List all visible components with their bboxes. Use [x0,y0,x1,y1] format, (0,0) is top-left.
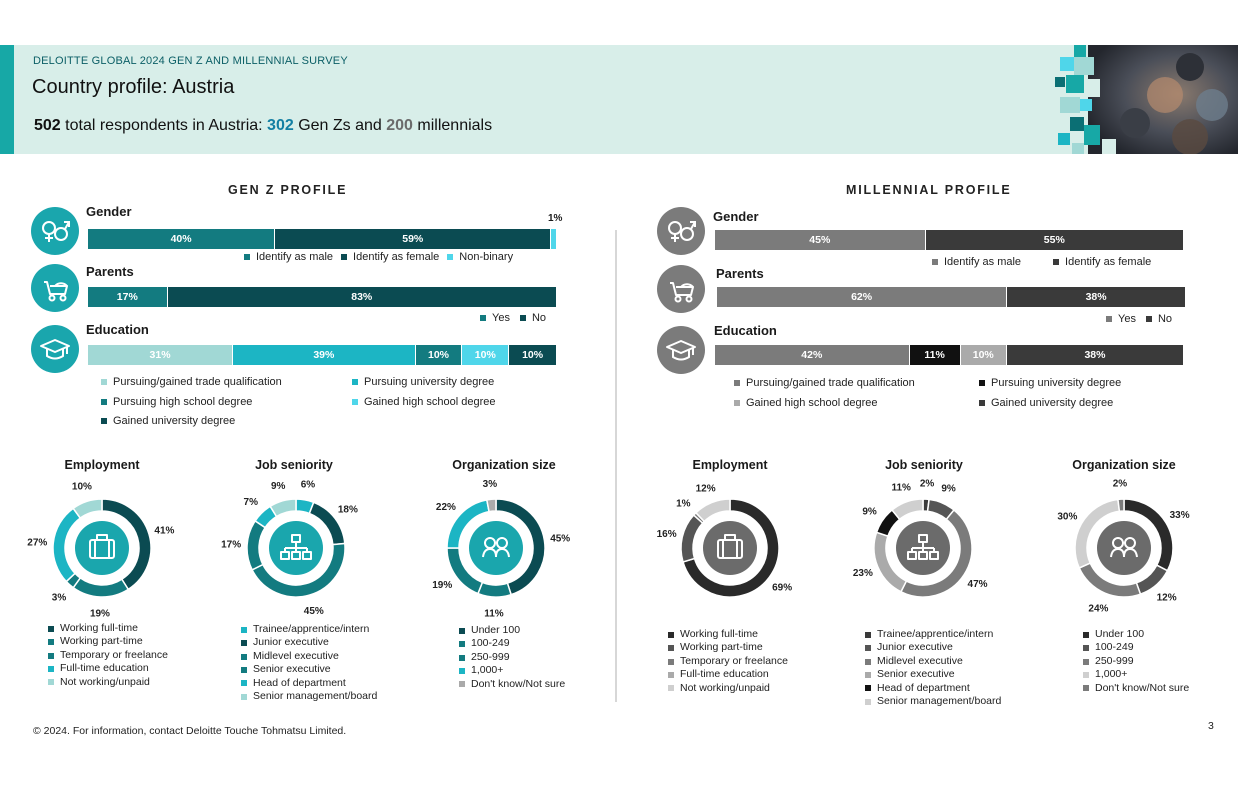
legend-swatch [459,641,465,647]
bar-segment [926,230,1183,250]
legend-swatch [1083,659,1089,665]
legend-label: Under 100 [1095,628,1145,640]
bar-segment [715,345,910,365]
millennial-gender-label: Gender [713,209,759,224]
legend-label: Working full-time [60,622,138,634]
genz-education-bar [88,345,556,365]
donut-value-label: 16% [656,529,677,541]
legend-label: Gained university degree [991,397,1114,409]
legend-swatch [520,315,526,321]
legend-swatch [241,680,247,686]
legend-label: Junior executive [877,641,953,654]
legend-swatch [48,639,54,645]
legend-label: Not working/unpaid [60,675,150,688]
legend-label: Pursuing university degree [991,377,1122,389]
genz-orgsize-donut [416,478,576,618]
legend-swatch [668,685,674,691]
legend-swatch [352,399,358,405]
genz-employment-title: Employment [64,458,140,472]
legend-swatch [459,681,465,687]
legend-label: Working part-time [680,641,763,654]
legend-swatch [668,659,674,665]
bar-value-label: 42% [801,349,823,361]
millennial-education-label: Education [714,323,777,338]
legend-swatch [668,672,674,678]
respondents-summary [34,117,492,135]
genz-employment-legend [48,622,168,689]
legend-swatch [1053,259,1059,265]
millennial-parents-label: Parents [716,266,764,281]
bar-segment [961,345,1007,365]
donut-value-label: 7% [243,496,258,508]
legend-swatch [341,254,347,260]
legend-swatch [447,254,453,260]
legend-label: No [531,312,547,324]
respondents-text: Gen Zs and [293,117,387,134]
legend-swatch [241,667,247,673]
gender-icon [31,207,79,255]
genz-gender-label: Gender [86,204,132,219]
bar-segment [910,345,961,365]
millennial-seniority-donut [843,478,1003,618]
donut-value-label: 11% [484,608,504,618]
legend-label: Junior executive [253,636,329,649]
legend-label: Pursuing high school degree [113,396,253,408]
bar-segment [551,229,556,249]
donut-slice [247,521,265,570]
donut-slice [892,499,923,519]
legend-swatch [101,418,107,424]
millennial-section-title: MILLENNIAL PROFILE [846,183,1012,197]
legend-swatch [865,699,871,705]
bar-value-label: 45% [809,234,831,246]
donut-value-label: 23% [852,568,873,580]
legend-label: 1,000+ [1095,668,1128,681]
legend-label: Yes [492,312,510,324]
bar-value-label: 17% [116,291,138,303]
legend-label: Don't know/Not sure [1095,681,1190,694]
donut-value-label: 19% [89,608,110,618]
donut-slice [73,499,102,518]
legend-label: Temporary or freelance [60,648,168,661]
donut-value-label: 47% [967,578,988,590]
respondents-millennial: 200 [386,117,413,134]
legend-label: Under 100 [471,624,521,636]
legend-swatch [459,668,465,674]
legend-swatch [1083,672,1089,678]
graduation-cap-icon [657,326,705,374]
bar-value-label: 38% [1085,291,1107,303]
millennial-gender-legend [932,256,1151,268]
donut-center [703,521,757,575]
header-accent-bar [0,45,14,154]
legend-label: Pursuing/gained trade qualification [113,376,282,388]
genz-section-title: GEN Z PROFILE [228,183,348,197]
gender-icon [657,207,705,255]
legend-label: Trainee/apprentice/intern [877,628,994,640]
legend-label: Full-time education [680,668,769,681]
legend-label: Full-time education [60,662,149,675]
header-photo-hands-icon [1040,45,1238,154]
genz-orgsize-legend [459,624,565,691]
bar-segment [88,229,275,249]
legend-swatch [668,645,674,651]
bar-value-label: 10% [522,349,544,361]
genz-employment-donut [22,478,182,618]
donut-center [469,521,523,575]
stroller-icon [31,264,79,312]
donut-value-label: 12% [1156,592,1177,604]
legend-label: Non-binary [459,251,514,263]
donut-value-label: 17% [221,539,242,551]
legend-label: Temporary or freelance [680,654,788,667]
bar-value-label: 10% [972,349,994,361]
millennial-parents-legend [1106,313,1172,325]
donut-value-label: 27% [27,537,48,549]
legend-label: Trainee/apprentice/intern [253,623,370,635]
respondents-total: 502 [34,117,61,134]
donut-value-label: 3% [482,478,498,490]
bar-value-label: 62% [851,291,873,303]
legend-label: Head of department [253,676,346,689]
footer-copyright: © 2024. For information, contact Deloitte Touche Tohmatsu Limited. [33,725,347,737]
legend-label: Senior executive [877,668,955,681]
bar-value-label: 10% [427,349,449,361]
donut-value-label: 41% [154,525,175,537]
genz-parents-bar [88,287,556,307]
legend-label: 250-999 [471,650,510,663]
donut-value-label: 2% [1112,478,1128,490]
bar-segment [509,345,556,365]
legend-label: 1,000+ [471,664,504,677]
donut-value-label: 2% [919,478,935,490]
bar-value-label: 59% [402,233,424,245]
genz-gender-bar [88,229,556,249]
genz-parents-legend [480,312,546,324]
legend-label: Yes [1118,313,1136,325]
bar-value-label: 55% [1043,234,1065,246]
donut-center [1097,521,1151,575]
donut-value-label: 45% [550,533,571,545]
legend-swatch [979,380,985,386]
legend-label: Working full-time [680,628,758,640]
legend-label: No [1157,313,1173,325]
donut-value-label: 22% [435,502,456,514]
legend-swatch [48,653,54,659]
bar-value-label: 40% [170,233,192,245]
genz-seniority-donut [216,478,376,618]
donut-slice [487,499,496,512]
bar-segment [1007,345,1183,365]
millennial-orgsize-legend [1083,628,1189,695]
millennial-gender-bar [715,230,1183,250]
legend-swatch [244,254,250,260]
respondents-text: total respondents in Austria: [60,117,268,134]
legend-swatch [459,655,465,661]
legend-swatch [865,672,871,678]
legend-swatch [459,628,465,634]
graduation-cap-icon [31,325,79,373]
donut-value-label: 24% [1088,603,1109,615]
stroller-icon [657,265,705,313]
legend-label: Pursuing university degree [364,376,495,388]
bar-segment [416,345,463,365]
millennial-seniority-title: Job seniority [885,458,963,472]
bar-value-label: 11% [924,349,945,361]
bar-value-label: 39% [313,349,335,361]
legend-swatch [352,379,358,385]
legend-swatch [734,380,740,386]
millennial-employment-legend [668,628,788,695]
legend-swatch [480,315,486,321]
donut-value-label: 9% [941,483,956,495]
legend-label: Identify as female [1065,256,1152,268]
legend-label: Pursuing/gained trade qualification [746,377,915,389]
bar-value-label: 38% [1084,349,1106,361]
legend-swatch [101,379,107,385]
donut-value-label: 9% [862,506,877,518]
bar-segment [88,345,233,365]
legend-label: Gained high school degree [746,397,878,409]
genz-gender-nonbinary-label: 1% [548,213,563,224]
bar-segment [1007,287,1185,307]
bar-segment [233,345,416,365]
legend-swatch [1083,632,1089,638]
legend-label: Senior executive [253,663,331,676]
genz-parents-label: Parents [86,264,134,279]
legend-swatch [932,259,938,265]
donut-value-label: 12% [695,483,716,495]
donut-slice [1118,499,1124,511]
legend-label: Working part-time [60,635,143,648]
donut-value-label: 30% [1057,511,1078,523]
donut-value-label: 33% [1169,509,1190,521]
legend-label: Identify as female [353,251,440,263]
millennial-education-bar [715,345,1183,365]
legend-label: Gained high school degree [364,396,496,408]
legend-swatch [865,659,871,665]
legend-swatch [241,694,247,700]
donut-value-label: 45% [303,606,324,618]
donut-value-label: 18% [337,504,358,516]
legend-label: Midlevel executive [877,654,963,667]
legend-label: 250-999 [1095,654,1134,667]
bar-value-label: 10% [474,349,496,361]
legend-swatch [1106,316,1112,322]
survey-label: DELOITTE GLOBAL 2024 GEN Z AND MILLENNIAL SURVEY [33,55,348,67]
legend-label: Identify as male [944,256,1022,268]
legend-swatch [48,679,54,685]
bar-value-label: 31% [149,349,171,361]
legend-swatch [48,626,54,632]
legend-swatch [48,666,54,672]
donut-center [75,521,129,575]
bar-value-label: 83% [351,291,373,303]
page-title: Country profile: Austria [32,76,235,98]
genz-seniority-title: Job seniority [255,458,333,472]
legend-swatch [101,399,107,405]
legend-swatch [734,400,740,406]
legend-swatch [1146,316,1152,322]
donut-slice [1136,565,1167,594]
donut-value-label: 1% [676,498,691,510]
donut-value-label: 9% [270,480,286,492]
genz-seniority-legend [241,623,377,703]
donut-value-label: 69% [772,582,793,594]
legend-swatch [241,627,247,633]
section-divider [615,230,617,702]
millennial-seniority-legend [865,628,1001,708]
legend-label: Don't know/Not sure [471,677,566,690]
legend-label: 100-249 [471,637,510,650]
legend-swatch [865,685,871,691]
millennial-parents-bar [717,287,1185,307]
page-number: 3 [1208,720,1214,732]
genz-orgsize-title: Organization size [452,458,556,472]
bar-segment [88,287,168,307]
donut-value-label: 3% [51,592,67,604]
donut-slice [478,582,511,597]
donut-slice [73,578,128,597]
bar-segment [462,345,509,365]
donut-value-label: 10% [71,481,92,493]
donut-value-label: 19% [432,580,453,592]
respondents-genz: 302 [267,117,294,134]
legend-label: 100-249 [1095,641,1134,654]
legend-label: Gained university degree [113,415,236,427]
legend-swatch [865,632,871,638]
legend-swatch [865,645,871,651]
bar-segment [168,287,556,307]
donut-slice [696,499,730,521]
legend-swatch [1083,645,1089,651]
legend-label: Not working/unpaid [680,681,770,694]
millennial-employment-title: Employment [692,458,768,472]
bar-segment [717,287,1007,307]
donut-slice [270,499,296,517]
millennial-employment-donut [650,478,810,618]
donut-slice [681,515,703,562]
legend-swatch [1083,685,1089,691]
bar-segment [715,230,926,250]
legend-label: Senior management/board [253,690,378,703]
millennial-orgsize-title: Organization size [1072,458,1176,472]
legend-label: Identify as male [256,251,334,263]
millennial-orgsize-donut [1044,478,1204,618]
bar-segment [275,229,551,249]
legend-label: Senior management/board [877,695,1002,708]
donut-value-label: 11% [891,482,911,494]
legend-swatch [241,654,247,660]
legend-label: Head of department [877,681,970,694]
legend-swatch [241,640,247,646]
genz-gender-legend [244,251,513,263]
genz-education-label: Education [86,322,149,337]
donut-value-label: 6% [300,479,316,491]
legend-swatch [979,400,985,406]
legend-swatch [668,632,674,638]
legend-label: Midlevel executive [253,649,339,662]
respondents-text: millennials [412,117,493,134]
